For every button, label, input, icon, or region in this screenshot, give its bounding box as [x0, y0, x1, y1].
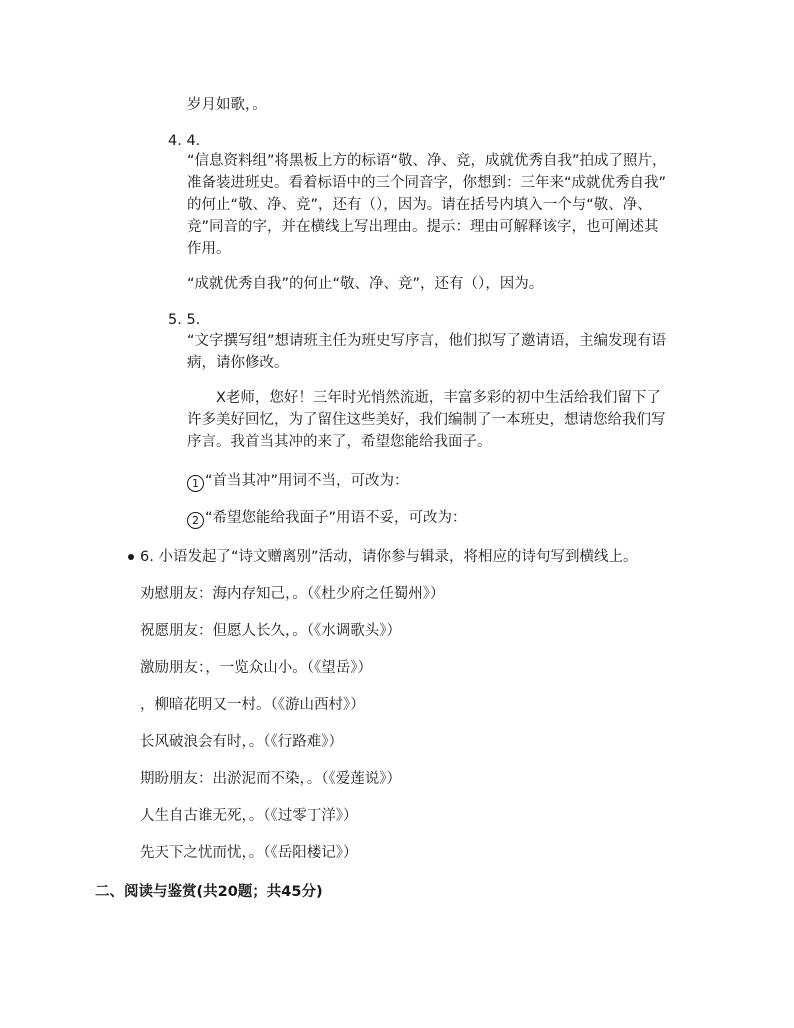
q3-tail-line: 岁月如歌，。 — [187, 97, 267, 113]
q5-prompt-line-2: 病，请你修改。 — [187, 355, 289, 371]
q5-letter-line-2: 许多美好回忆，为了留住这些美好，我们编制了一本班史，想请您给我们写 — [187, 412, 666, 428]
q4-answer-line: “成就优秀自我”的何止“敬、净、竞”，还有（），因为。 — [187, 276, 544, 292]
q5-number: 5. 5. — [168, 312, 201, 328]
q6-bullet-icon — [128, 554, 134, 560]
q6-line-4: ，柳暗花明又一村。（《游山西村》） — [140, 697, 365, 713]
q5-prompt-line-1: “文字撰写组”想请班主任为班史写序言，他们拟写了邀请语，主编发现有语 — [187, 333, 667, 349]
q5-letter-line-3: 序言。我首当其冲的来了，希望您能给我面子。 — [187, 434, 492, 450]
circled-number-2: 2 — [187, 512, 204, 529]
q5-item-1 — [187, 470, 409, 492]
q6-line-8: 先天下之忧而忧，。（《岳阳楼记》） — [140, 845, 358, 861]
q5-item-1-text: “首当其冲”用词不当，可改为： — [205, 473, 409, 489]
q6-line-1: 劝慰朋友：海内存知己，。（《杜少府之任蜀州》） — [140, 586, 445, 602]
q6-line-7: 人生自古谁无死，。（《过零丁洋》） — [140, 808, 358, 824]
q4-prompt-line-2: 准备装进班史。看着标语中的三个同音字，你想到：三年来“成就优秀自我” — [187, 175, 667, 191]
q4-prompt-line-4: 竞”同音的字，并在横线上写出理由。提示：理由可解释该字，也可阐述其 — [187, 219, 659, 235]
q6-line-2: 祝愿朋友：但愿人长久，。（《水调歌头》） — [140, 623, 401, 639]
circled-number-1: 1 — [187, 475, 204, 492]
q6-title: 6. 小语发起了“诗文赠离别”活动，请你参与辑录，将相应的诗句写到横线上。 — [140, 549, 638, 565]
q4-prompt-line-1: “信息资料组”将黑板上方的标语“敬、净、竞，成就优秀自我”拍成了照片， — [187, 153, 667, 169]
q4-prompt-line-5: 作用。 — [187, 241, 231, 257]
q6-line-5: 长风破浪会有时，。（《行路难》） — [140, 734, 343, 750]
q5-item-2 — [187, 507, 467, 529]
q5-letter-line-1: X老师，您好！三年时光悄然流逝，丰富多彩的初中生活给我们留下了 — [216, 390, 661, 406]
q4-prompt-line-3: 的何止“敬、净、竞”，还有（），因为。请在括号内填入一个与“敬、净、 — [187, 197, 652, 213]
q6-line-6: 期盼朋友：出淤泥而不染，。（《爱莲说》） — [140, 771, 401, 787]
section-2-title: 二、阅读与鉴赏(共20题；共45分) — [95, 884, 323, 900]
q6-line-3: 激励朋友：，一览众山小。（《望岳》） — [140, 660, 372, 676]
q4-number: 4. 4. — [168, 133, 201, 149]
q5-item-2-text: “希望您能给我面子”用语不妥，可改为： — [205, 510, 467, 526]
